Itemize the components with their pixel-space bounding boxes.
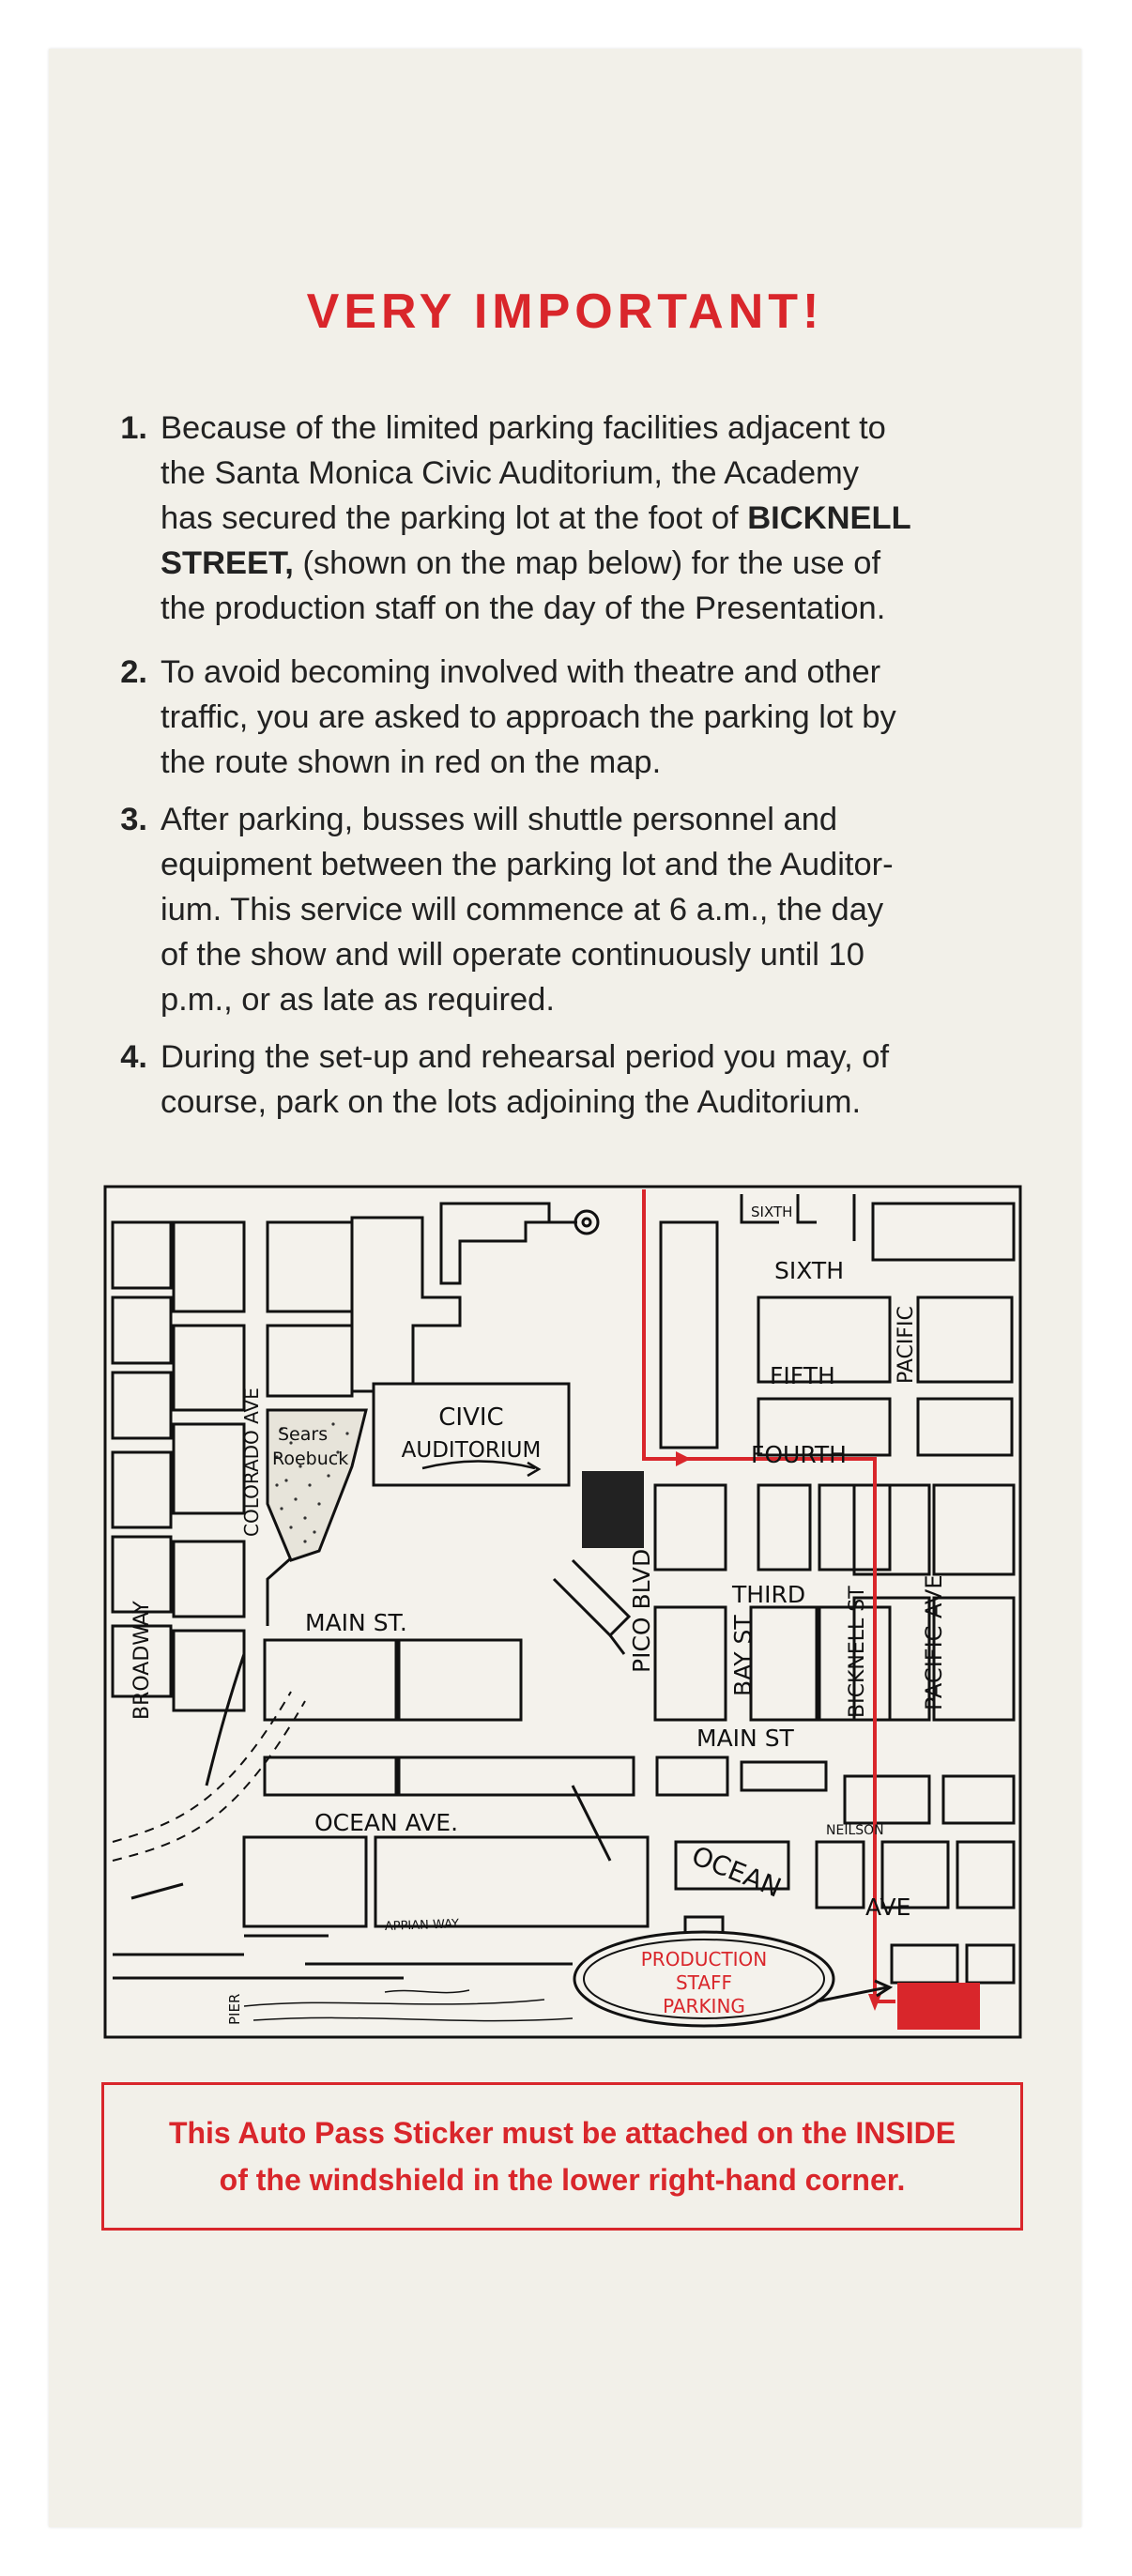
street-label: SIXTH	[774, 1257, 844, 1284]
text-line	[161, 496, 1024, 541]
instruction-item-4	[49, 1035, 1081, 1125]
civic-label: CIVIC	[438, 1403, 504, 1432]
sticker-line: of the windshield in the lower right-hand corner.	[219, 2163, 906, 2197]
text-line: the production staff on the day of the Presentation.	[161, 590, 886, 626]
text-span: has secured the parking lot at the foot of	[161, 500, 748, 536]
item-text	[161, 650, 1024, 785]
street-label: PIER	[226, 1993, 243, 2025]
instruction-item-3	[49, 797, 1081, 1022]
text-line: p.m., or as late as required.	[161, 982, 555, 1018]
text-line: course, park on the lots adjoining the Auditorium.	[161, 1084, 862, 1120]
street-label: BAY ST	[729, 1615, 757, 1696]
item-number: 3.	[120, 802, 147, 837]
street-label: FIFTH	[770, 1362, 835, 1389]
street-label: PICO BLVD	[628, 1548, 655, 1673]
item-text	[161, 406, 1024, 631]
text-line: the Santa Monica Civic Auditorium, the Academy	[161, 455, 860, 491]
text-span: (shown on the map below) for the use of	[293, 545, 881, 581]
street-label: MAIN ST	[696, 1725, 794, 1752]
item-text	[161, 797, 1024, 1022]
item-text	[161, 1035, 1024, 1125]
text-line: the route shown in red on the map.	[161, 744, 662, 780]
street-label: COLORADO AVE	[240, 1388, 263, 1537]
auto-pass-card	[49, 49, 1081, 2527]
text-line: equipment between the parking lot and the Auditor-	[161, 847, 894, 882]
item-number: 2.	[120, 654, 147, 690]
sears-label: Roebuck	[272, 1449, 349, 1469]
bold-street: BICKNELL	[747, 500, 911, 536]
street-label: MAIN ST.	[305, 1609, 407, 1636]
parking-label: PARKING	[663, 1995, 745, 2017]
street-label: FOURTH	[751, 1441, 847, 1468]
map-svg	[103, 1185, 1022, 2039]
text-line: To avoid becoming involved with theatre and other	[161, 654, 881, 690]
text-line: Because of the limited parking facilities adjacent to	[161, 410, 886, 446]
text-line: After parking, busses will shuttle personnel and	[161, 802, 838, 837]
street-label: NEILSON	[826, 1823, 884, 1838]
item-number: 4.	[120, 1039, 147, 1075]
sticker-notice	[101, 2082, 1023, 2231]
sticker-line: This Auto Pass Sticker must be attached on the INSIDE	[168, 2116, 956, 2150]
street-label: THIRD	[732, 1581, 806, 1608]
parking-label: STAFF	[675, 1971, 733, 1994]
text-line: of the show and will operate continuously until 10	[161, 937, 864, 973]
civic-label: AUDITORIUM	[401, 1438, 542, 1463]
parking-map	[103, 1185, 1022, 2039]
street-label: BROADWAY	[130, 1601, 154, 1720]
street-label: AVE	[865, 1894, 911, 1921]
street-label: PACIFIC	[895, 1306, 918, 1384]
auditorium-building	[582, 1471, 644, 1548]
item-number: 1.	[120, 410, 147, 446]
sears-label: Sears	[278, 1424, 329, 1445]
text-line: traffic, you are asked to approach the parking lot by	[161, 699, 896, 735]
bold-street: STREET,	[161, 545, 294, 581]
street-label: PACIFIC AVE	[921, 1574, 947, 1710]
instruction-item-2	[49, 650, 1081, 785]
street-label: APPIAN WAY	[384, 1917, 460, 1934]
street-label: BICKNELL ST	[846, 1586, 869, 1718]
parking-lot-red	[897, 1983, 980, 2030]
heading: VERY IMPORTANT!	[306, 284, 824, 339]
street-label: OCEAN	[687, 1839, 786, 1904]
street-label: SIXTH	[751, 1204, 793, 1220]
text-line: ium. This service will commence at 6 a.m., the day	[161, 892, 884, 928]
instruction-item-1	[49, 406, 1081, 631]
parking-label: PRODUCTION	[640, 1948, 768, 1970]
text-line: During the set-up and rehearsal period you may, of	[161, 1039, 890, 1075]
text-line	[161, 541, 1024, 586]
street-label: OCEAN AVE.	[314, 1809, 459, 1836]
